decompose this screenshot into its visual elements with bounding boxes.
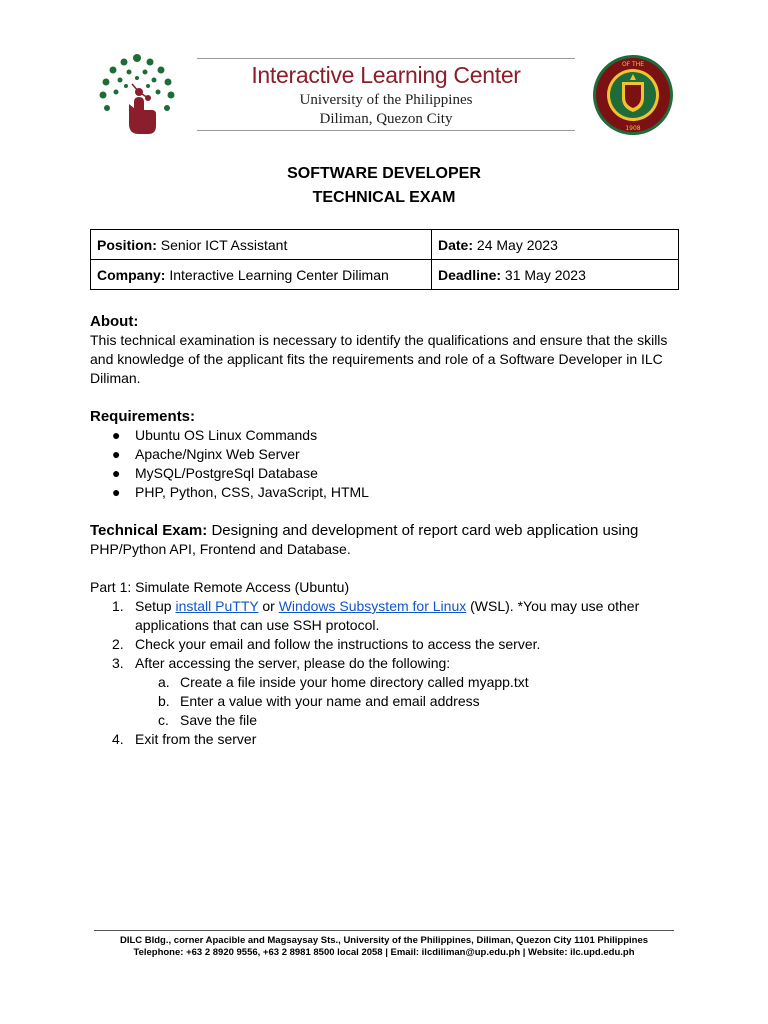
substep-text: Enter a value with your name and email address: [180, 693, 480, 709]
header-rule-top: [197, 58, 575, 59]
seal-text: OF THE: [621, 61, 645, 68]
step-number: 3.: [112, 655, 124, 671]
location: Diliman, Quezon City: [319, 111, 453, 127]
position-cell: [91, 230, 432, 260]
bullet-icon: ●: [112, 465, 121, 481]
list-item: [90, 730, 680, 749]
info-row: [91, 260, 679, 290]
position-label: Position:: [97, 236, 157, 253]
info-table: [90, 229, 679, 290]
step-text: or: [258, 598, 279, 614]
date-cell: [432, 230, 679, 260]
deadline-cell: [432, 260, 679, 290]
requirements-heading: Requirements:: [90, 408, 196, 425]
header-rule-bottom: [197, 130, 575, 131]
about-line: and knowledge of the applicant fits the requirements and role of a Software Developer in ILC: [90, 351, 663, 367]
requirement-text: Apache/Nginx Web Server: [135, 446, 300, 462]
footer-rule: [94, 930, 674, 931]
list-item: [90, 654, 680, 673]
requirements-list: [90, 426, 680, 502]
requirement-text: PHP, Python, CSS, JavaScript, HTML: [135, 484, 369, 500]
deadline-label: Deadline:: [438, 266, 502, 283]
deadline-value: 31 May 2023: [501, 266, 586, 283]
list-item: [90, 711, 680, 730]
position-value: Senior ICT Assistant: [156, 236, 288, 253]
wsl-link[interactable]: Windows Subsystem for Linux: [278, 598, 467, 614]
substep-letter: b.: [158, 693, 170, 709]
technical-exam-line: PHP/Python API, Frontend and Database.: [90, 541, 351, 557]
ilc-logo-icon: [96, 52, 178, 138]
date-value: 24 May 2023: [473, 236, 558, 253]
date-label: Date:: [438, 236, 474, 253]
list-item: [90, 464, 680, 483]
list-item: [90, 673, 680, 692]
company-cell: [91, 260, 432, 290]
step-text: Check your email and follow the instructions to access the server.: [135, 636, 541, 652]
step-text: Exit from the server: [135, 731, 257, 747]
substep-text: Create a file inside your home directory called myapp.txt: [180, 674, 529, 690]
putty-link[interactable]: install PuTTY: [175, 598, 259, 614]
step-text: After accessing the server, please do the following:: [135, 655, 451, 671]
letterhead: [0, 0, 768, 150]
technical-exam-line: [90, 521, 680, 540]
bullet-icon: ●: [112, 484, 121, 500]
technical-exam-label: Technical Exam:: [90, 522, 208, 539]
list-item: [90, 692, 680, 711]
step-number: 4.: [112, 731, 124, 747]
step-text: (WSL). *You may use other: [466, 598, 640, 614]
university-name: University of the Philippines: [299, 92, 473, 108]
substep-letter: c.: [158, 712, 169, 728]
about-section: [90, 312, 680, 388]
requirement-text: Ubuntu OS Linux Commands: [135, 427, 318, 443]
info-row: [91, 230, 679, 260]
company-value: Interactive Learning Center Diliman: [165, 266, 389, 283]
technical-exam-section: [90, 521, 680, 559]
requirement-text: MySQL/PostgreSql Database: [135, 465, 318, 481]
org-name: Interactive Learning Center: [251, 62, 521, 88]
bullet-icon: ●: [112, 446, 121, 462]
seal-year: 1908: [625, 125, 641, 132]
footer-contact: Telephone: +63 2 8920 9556, +63 2 8981 8500 local 2058 | Email: ilcdiliman@up.edu.ph | Website: ilc.upd.edu.ph: [133, 947, 635, 958]
footer-address: DILC Bldg., corner Apacible and Magsaysay Sts., University of the Philippines, Diliman, Quezon City 1101 Philippines: [119, 935, 649, 946]
step-text: Setup: [135, 598, 176, 614]
about-line: This technical examination is necessary to identify the qualifications and ensure that the skills: [90, 332, 668, 348]
list-item: [90, 445, 680, 464]
up-seal-icon: [592, 54, 674, 136]
doc-title-line2: TECHNICAL EXAM: [312, 189, 456, 206]
substep-letter: a.: [158, 674, 170, 690]
bullet-icon: ●: [112, 427, 121, 443]
list-item: [90, 426, 680, 445]
doc-title-line1: SOFTWARE DEVELOPER: [287, 165, 481, 182]
list-item: [90, 597, 680, 635]
technical-exam-text: Designing and development of report card web application using: [207, 522, 639, 539]
step-text: applications that can use SSH protocol.: [135, 617, 380, 633]
about-line: Diliman.: [90, 370, 141, 386]
substep-text: Save the file: [180, 712, 258, 728]
about-heading: About:: [90, 313, 139, 330]
step-number: 2.: [112, 636, 124, 652]
list-item: [90, 483, 680, 502]
part1-heading: Part 1: Simulate Remote Access (Ubuntu): [90, 579, 350, 595]
requirements-section: [90, 407, 680, 502]
company-label: Company:: [97, 266, 166, 283]
list-item: [90, 635, 680, 654]
step-number: 1.: [112, 598, 124, 614]
part1-section: [90, 578, 680, 749]
